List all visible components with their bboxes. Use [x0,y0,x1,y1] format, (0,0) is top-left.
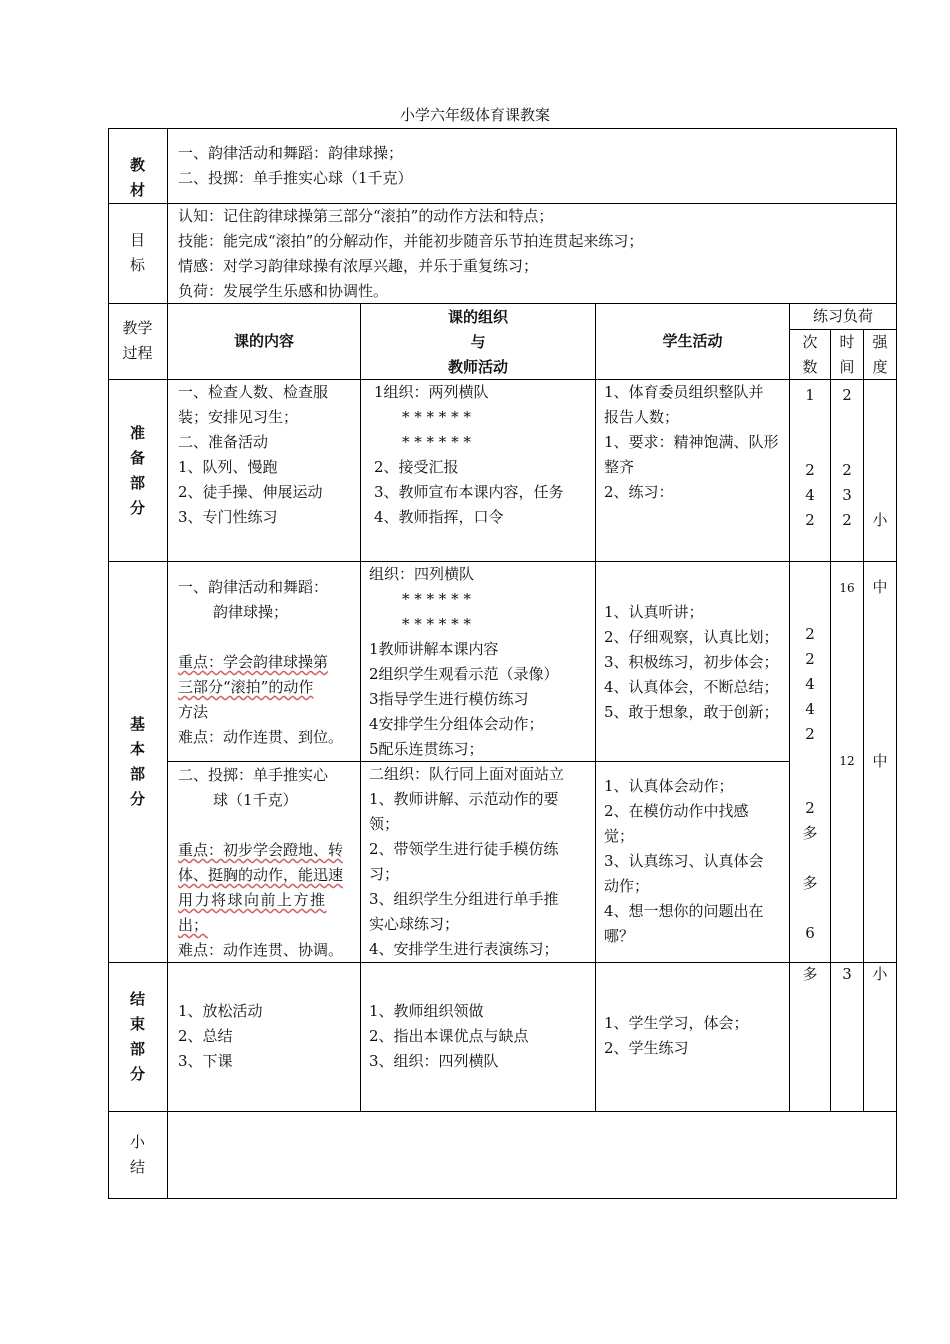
value: 2 [842,511,852,529]
label-char: 束 [129,1015,145,1033]
text-line: 4、认真体会，不断总结； [604,678,779,696]
end-times: 多 [802,965,818,983]
basic-b-student [604,774,764,949]
header-text: 教师活动 [447,358,508,376]
text-line: 1、学生学习，体会； [604,1014,749,1032]
label-char: 结 [129,990,145,1008]
value: 2 [805,625,815,643]
text-line: 体、挺胸的动作，能迅速 [178,866,344,884]
text-line: 技能：能完成“滚拍”的分解动作，并能初步随音乐节拍连贯起来练习； [178,232,644,250]
text-line: 1、教师讲解、示范动作的要 [369,790,559,808]
text-line: 出； [178,916,209,934]
basic-a-student [604,600,779,725]
text-line: 二组织：队行同上面对面站立 [369,765,565,783]
label-char: 部 [129,1040,145,1058]
text-line: 2、徒手操、伸展运动 [178,483,323,501]
text-line: 组织：四列横队 [369,565,475,583]
header-organization [361,305,595,380]
spacer [790,846,830,871]
text-line: 5配乐连贯练习； [369,740,484,758]
basic-a-duration: 16 [839,581,855,595]
text-line: 一、韵律活动和舞蹈：韵律球操； [178,144,404,162]
text-line: 5、敢于想象，敢于创新； [604,703,779,721]
text-line: 2、练习： [604,483,674,501]
value: 4 [805,700,815,718]
value: 多 [802,874,818,892]
header-text: 与 [470,333,486,351]
header-text: 强 [872,333,888,351]
value: 2 [805,511,815,529]
spacer [790,408,830,433]
text-line: 4、想一想你的问题出在 [604,902,764,920]
text-line: 2、指出本课优点与缺点 [369,1027,529,1045]
text-line: 实心球练习； [369,915,460,933]
value: 2 [805,799,815,817]
header-load: 练习负荷 [812,307,873,325]
label-char: 分 [129,790,145,808]
value: 2 [842,461,852,479]
text-line: 装；安排见习生； [178,408,299,426]
text-line: 动作； [604,877,650,895]
text-line: 重点：初步学会蹬地、转 [178,841,344,859]
grid-line [360,303,361,1111]
text-line: 习； [369,865,400,883]
header-text: 次 [802,333,818,351]
label-char: 部 [129,474,145,492]
text-line: 4、教师指挥，口令 [374,508,504,526]
value: 1 [805,386,815,404]
value: 3 [842,486,852,504]
text-line: 难点：动作连贯、到位。 [178,728,344,746]
grid-line [167,128,168,1199]
summary-label [108,1130,167,1180]
header-student: 学生活动 [662,332,723,350]
formation-row: * * * * * * [402,615,471,633]
end-duration: 3 [842,965,852,983]
end-student [604,1011,749,1061]
label-char: 教 [129,156,145,174]
text-line: 3、专门性练习 [178,508,278,526]
basic-a-content [178,575,343,750]
text-line: 报告人数； [604,408,680,426]
basic-a-times [790,622,830,747]
grid-line [108,1111,897,1112]
document-title: 小学六年级体育课教案 [399,106,550,124]
formation-row: * * * * * * [402,408,471,426]
end-content [178,999,263,1074]
spacer [178,625,343,650]
jiaocai-content [178,141,413,191]
header-content: 课的内容 [233,332,294,350]
basic-b-content [178,763,343,963]
text-line: 情感：对学习韵律球操有浓厚兴趣，并乐于重复练习； [178,257,539,275]
text-line: 1、体育委员组织整队并 [604,383,764,401]
mubiao-content [178,204,643,304]
mubiao-label [108,228,167,278]
text-line: 觉； [604,827,635,845]
formation-row: * * * * * * [402,433,471,451]
end-label [108,987,167,1087]
text-line: 1、认真体会动作； [604,777,734,795]
text-line: 3、组织学生分组进行单手推 [369,890,559,908]
text-line: 重点：学会韵律球操第 [178,653,329,671]
label-char: 分 [129,1065,145,1083]
label-char: 部 [129,765,145,783]
label-char: 分 [129,499,145,517]
text-line: 认知：记住韵律球操第三部分“滚拍”的动作方法和特点； [178,207,554,225]
grid-line [108,1198,897,1199]
prep-label [108,421,167,521]
header-text: 教学 [122,319,153,337]
text-line: 4安排学生分组体会动作； [369,715,544,733]
text-line: 1、队列、慢跑 [178,458,278,476]
value: 2 [805,725,815,743]
text-line: 一、检查人数、检查服 [178,383,329,401]
text-line: 二、投掷：单手推实心球（1千克） [178,169,413,187]
grid-line [863,329,864,1111]
header-text: 间 [839,358,855,376]
value: 2 [805,650,815,668]
text-line: 韵律球操； [213,603,289,621]
basic-label [108,712,167,812]
text-line: 2、在模仿动作中找感 [604,802,749,820]
text-line: 领； [369,815,400,833]
header-intensity [864,330,896,380]
spacer [178,813,343,838]
label-char: 标 [129,256,145,274]
text-line: 方法 [178,703,209,721]
text-line: 三部分“滚拍”的动作 [178,678,314,696]
label-char: 材 [129,181,145,199]
text-line: 二、准备活动 [178,433,269,451]
label-char: 准 [129,424,145,442]
header-text: 过程 [122,344,153,362]
spacer [831,433,863,458]
header-text: 课的组织 [447,308,508,326]
value: 2 [805,461,815,479]
spacer [790,896,830,921]
end-organization [369,999,529,1074]
spacer [831,408,863,433]
text-line: 3、下课 [178,1052,233,1070]
text-line: 1组织：两列横队 [374,383,489,401]
text-line: 2组织学生观看示范（录像） [369,665,559,683]
text-line: 3指导学生进行模仿练习 [369,690,529,708]
value: 多 [802,824,818,842]
text-line: 3、认真练习、认真体会 [604,852,764,870]
text-line: 哪？ [604,927,635,945]
label-char: 小 [129,1133,145,1151]
value: 2 [842,386,852,404]
text-line: 用力将球向前上方推 [178,891,327,909]
header-text: 时 [839,333,855,351]
basic-a-intensity: 中 [872,578,888,596]
basic-b-intensity: 中 [872,752,888,770]
text-line: 球（1千克） [213,791,298,809]
value: 4 [805,675,815,693]
header-duration [831,330,863,380]
text-line: 一、韵律活动和舞蹈： [178,578,329,596]
text-line: 二、投掷：单手推实心 [178,766,329,784]
text-line: 1、要求：精神饱满、队形 [604,433,779,451]
label-char: 目 [129,231,145,249]
value: 4 [805,486,815,504]
header-times [790,330,830,380]
prep-intensity: 小 [872,511,888,529]
basic-b-duration: 12 [839,754,855,768]
spacer [790,433,830,458]
label-char: 本 [129,740,145,758]
text-line: 整齐 [604,458,635,476]
header-text: 度 [872,358,888,376]
text-line: 负荷：发展学生乐感和协调性。 [178,282,389,300]
text-line: 2、仔细观察，认真比划； [604,628,779,646]
text-line: 3、组织：四列横队 [369,1052,499,1070]
text-line: 2、带领学生进行徒手模仿练 [369,840,559,858]
basic-b-times [790,796,830,946]
text-line: 2、学生练习 [604,1039,689,1057]
grid-line [595,303,596,1111]
prep-duration [831,383,863,533]
label-char: 结 [129,1158,145,1176]
end-intensity: 小 [872,965,888,983]
text-line: 1教师讲解本课内容 [369,640,499,658]
basic-a-organization [369,562,559,762]
prep-student [604,380,779,505]
grid-line [108,128,897,129]
text-line: 2、总结 [178,1027,233,1045]
text-line: 4、安排学生进行表演练习； [369,940,559,958]
text-line: 难点：动作连贯、协调。 [178,941,344,959]
prep-content [178,380,328,530]
formation-row: * * * * * * [402,590,471,608]
text-line: 3、教师宣布本课内容，任务 [374,483,564,501]
text-line: 3、积极练习，初步体会； [604,653,779,671]
prep-times [790,383,830,533]
text-line: 1、教师组织领做 [369,1002,484,1020]
value: 6 [805,924,815,942]
label-char: 备 [129,449,145,467]
grid-line [896,128,897,1199]
prep-organization [374,380,564,530]
label-char: 基 [129,715,145,733]
text-line: 1、放松活动 [178,1002,263,1020]
text-line: 1、认真听讲； [604,603,704,621]
text-line: 2、接受汇报 [374,458,459,476]
basic-b-organization [369,762,564,962]
jiaocai-label [108,153,167,203]
header-process [108,316,167,366]
header-text: 数 [802,358,818,376]
